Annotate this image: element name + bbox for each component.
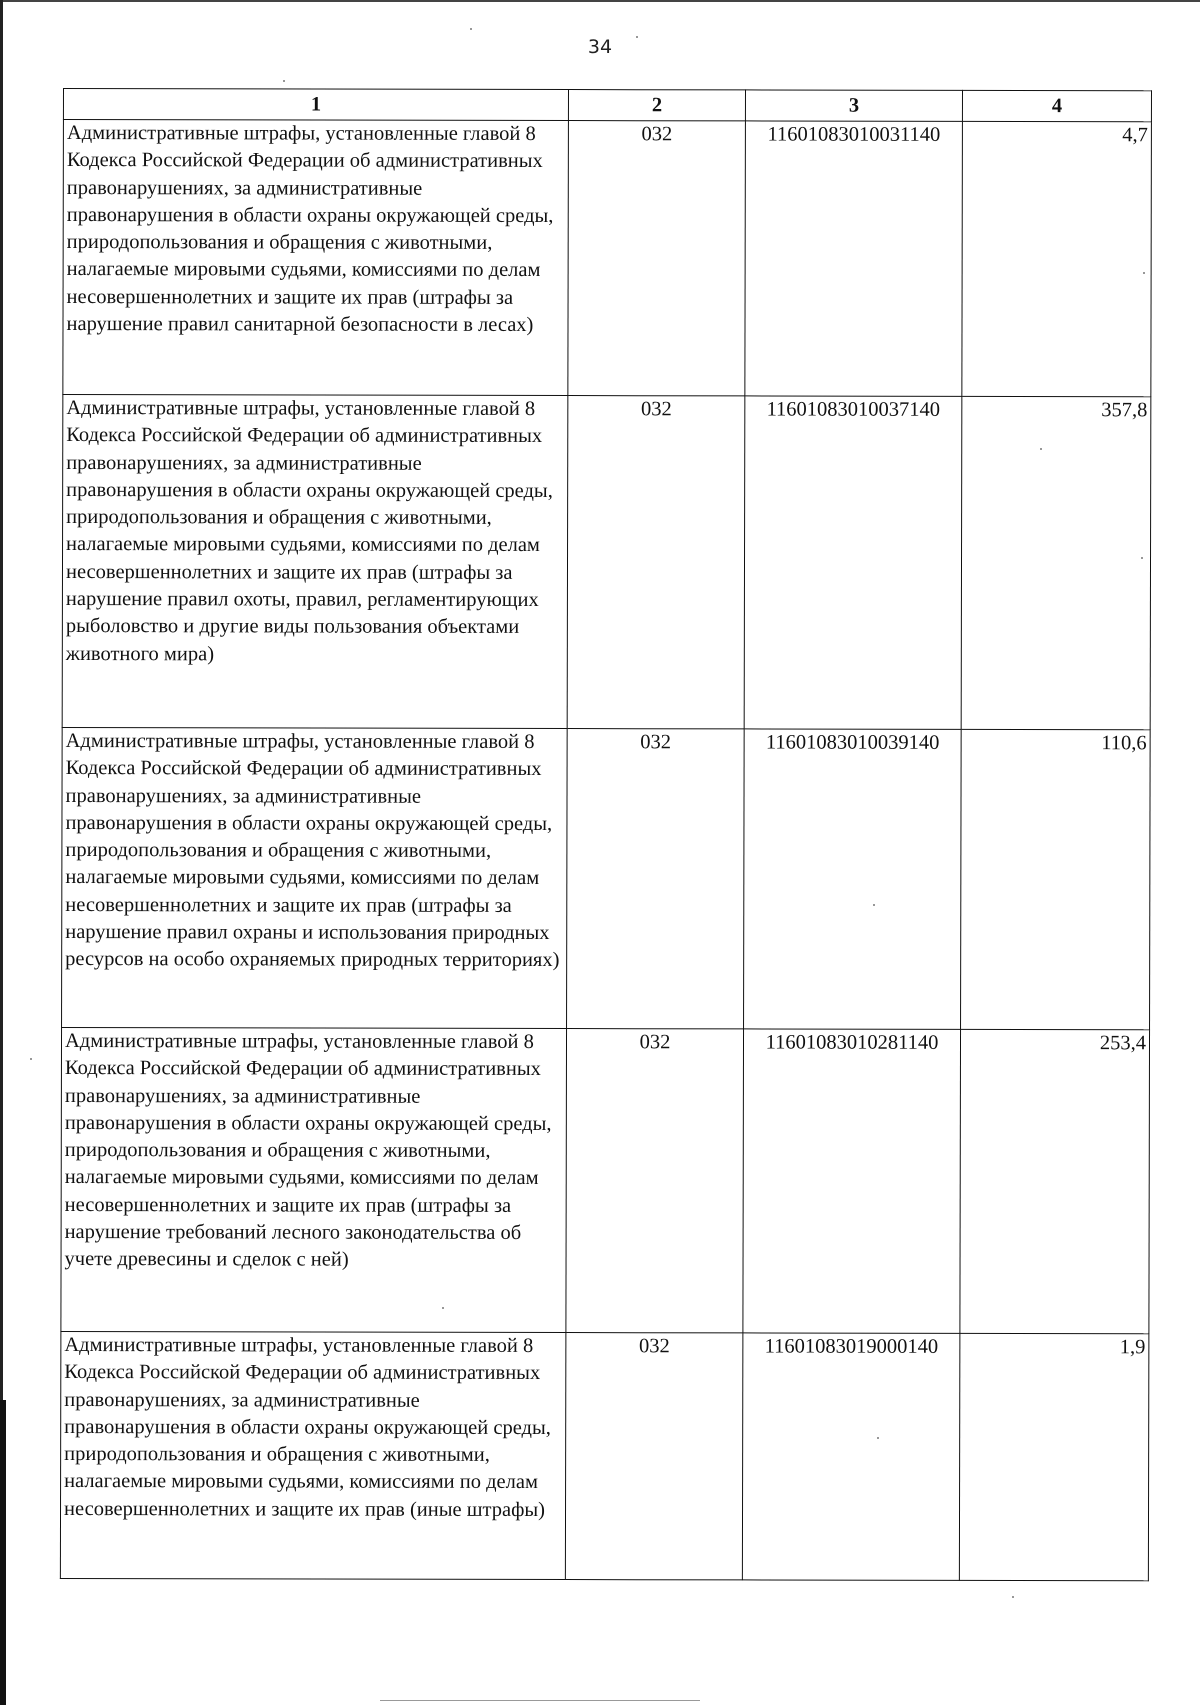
row-amount: 1,9 — [959, 1333, 1149, 1580]
row-revenue-code: 11601083010281140 — [743, 1029, 961, 1333]
scan-speck — [1012, 1596, 1014, 1598]
column-header-1: 1 — [63, 89, 568, 121]
row-amount: 4,7 — [962, 121, 1152, 396]
scan-speck — [873, 904, 875, 906]
row-revenue-code: 11601083010031140 — [745, 121, 963, 396]
row-admin-code: 032 — [566, 1029, 744, 1333]
row-revenue-code: 11601083010039140 — [744, 729, 962, 1029]
scan-speck — [1141, 557, 1143, 559]
scan-edge-top — [0, 0, 1200, 2]
scan-edge-left-shadow — [0, 1400, 6, 1705]
row-description: Административные штрафы, установленные главой 8 Кодекса Российской Федерации об административных правонарушениях, за административные правонарушения в области охраны окружающей среды, природопользования и обращения с животными, налагаемые мировыми судьями, комиссиями по делам несовершеннолетних и защите их прав (штрафы за нарушение правил санитарной безопасности в лесах) — [63, 120, 569, 396]
table-row — [62, 395, 1151, 730]
scan-speck — [283, 80, 285, 82]
row-revenue-code: 11601083010037140 — [744, 396, 962, 729]
scan-speck — [1040, 448, 1042, 450]
table-row — [62, 727, 1151, 1029]
scan-speck — [1143, 272, 1145, 274]
row-revenue-code: 11601083019000140 — [742, 1333, 960, 1580]
header-row — [63, 89, 1151, 122]
table-row — [60, 1331, 1149, 1580]
column-header-4: 4 — [962, 90, 1151, 121]
scan-speck — [442, 1307, 444, 1309]
row-amount: 357,8 — [961, 396, 1151, 729]
row-amount: 253,4 — [960, 1029, 1150, 1333]
scan-speck — [470, 28, 472, 30]
row-description: Административные штрафы, установленные главой 8 Кодекса Российской Федерации об административных правонарушениях, за административные правонарушения в области охраны окружающей среды, природопользования и обращения с животными, налагаемые мировыми судьями, комиссиями по делам несовершеннолетних и защите их прав (штрафы за нарушение правил охоты, правил, регламентирующих рыболовство и другие виды пользования объектами животного мира) — [62, 395, 568, 729]
row-admin-code: 032 — [568, 121, 746, 396]
row-description: Административные штрафы, установленные главой 8 Кодекса Российской Федерации об административных правонарушениях, за административные правонарушения в области охраны окружающей среды, природопользования и обращения с животными, налагаемые мировыми судьями, комиссиями по делам несовершеннолетних и защите их прав (штрафы за нарушение требований лесного законодательства об учете древесины и сделок с ней) — [61, 1027, 567, 1332]
column-header-3: 3 — [745, 90, 962, 121]
column-header-2: 2 — [568, 90, 745, 121]
row-description: Административные штрафы, установленные главой 8 Кодекса Российской Федерации об административных правонарушениях, за административные правонарушения в области охраны окружающей среды, природопользования и обращения с животными, налагаемые мировыми судьями, комиссиями по делам несовершеннолетних и защите их прав (иные штрафы) — [60, 1331, 566, 1579]
table-row — [63, 120, 1152, 397]
table-row — [61, 1027, 1150, 1333]
row-admin-code: 032 — [567, 396, 745, 729]
page-number: 34 — [587, 36, 613, 58]
row-admin-code: 032 — [565, 1333, 743, 1580]
row-admin-code: 032 — [567, 729, 745, 1029]
revenue-table — [60, 88, 1152, 1581]
row-description: Административные штрафы, установленные главой 8 Кодекса Российской Федерации об административных правонарушениях, за административные правонарушения в области охраны окружающей среды, природопользования и обращения с животными, налагаемые мировыми судьями, комиссиями по делам несовершеннолетних и защите их прав (штрафы за нарушение правил охраны и использования природных ресурсов на особо охраняемых природных территориях) — [62, 727, 568, 1028]
scan-speck — [30, 1058, 32, 1060]
scan-edge-bottom — [380, 1700, 700, 1701]
row-amount: 110,6 — [961, 729, 1151, 1029]
scan-speck — [636, 36, 638, 38]
scan-speck — [877, 1437, 879, 1439]
